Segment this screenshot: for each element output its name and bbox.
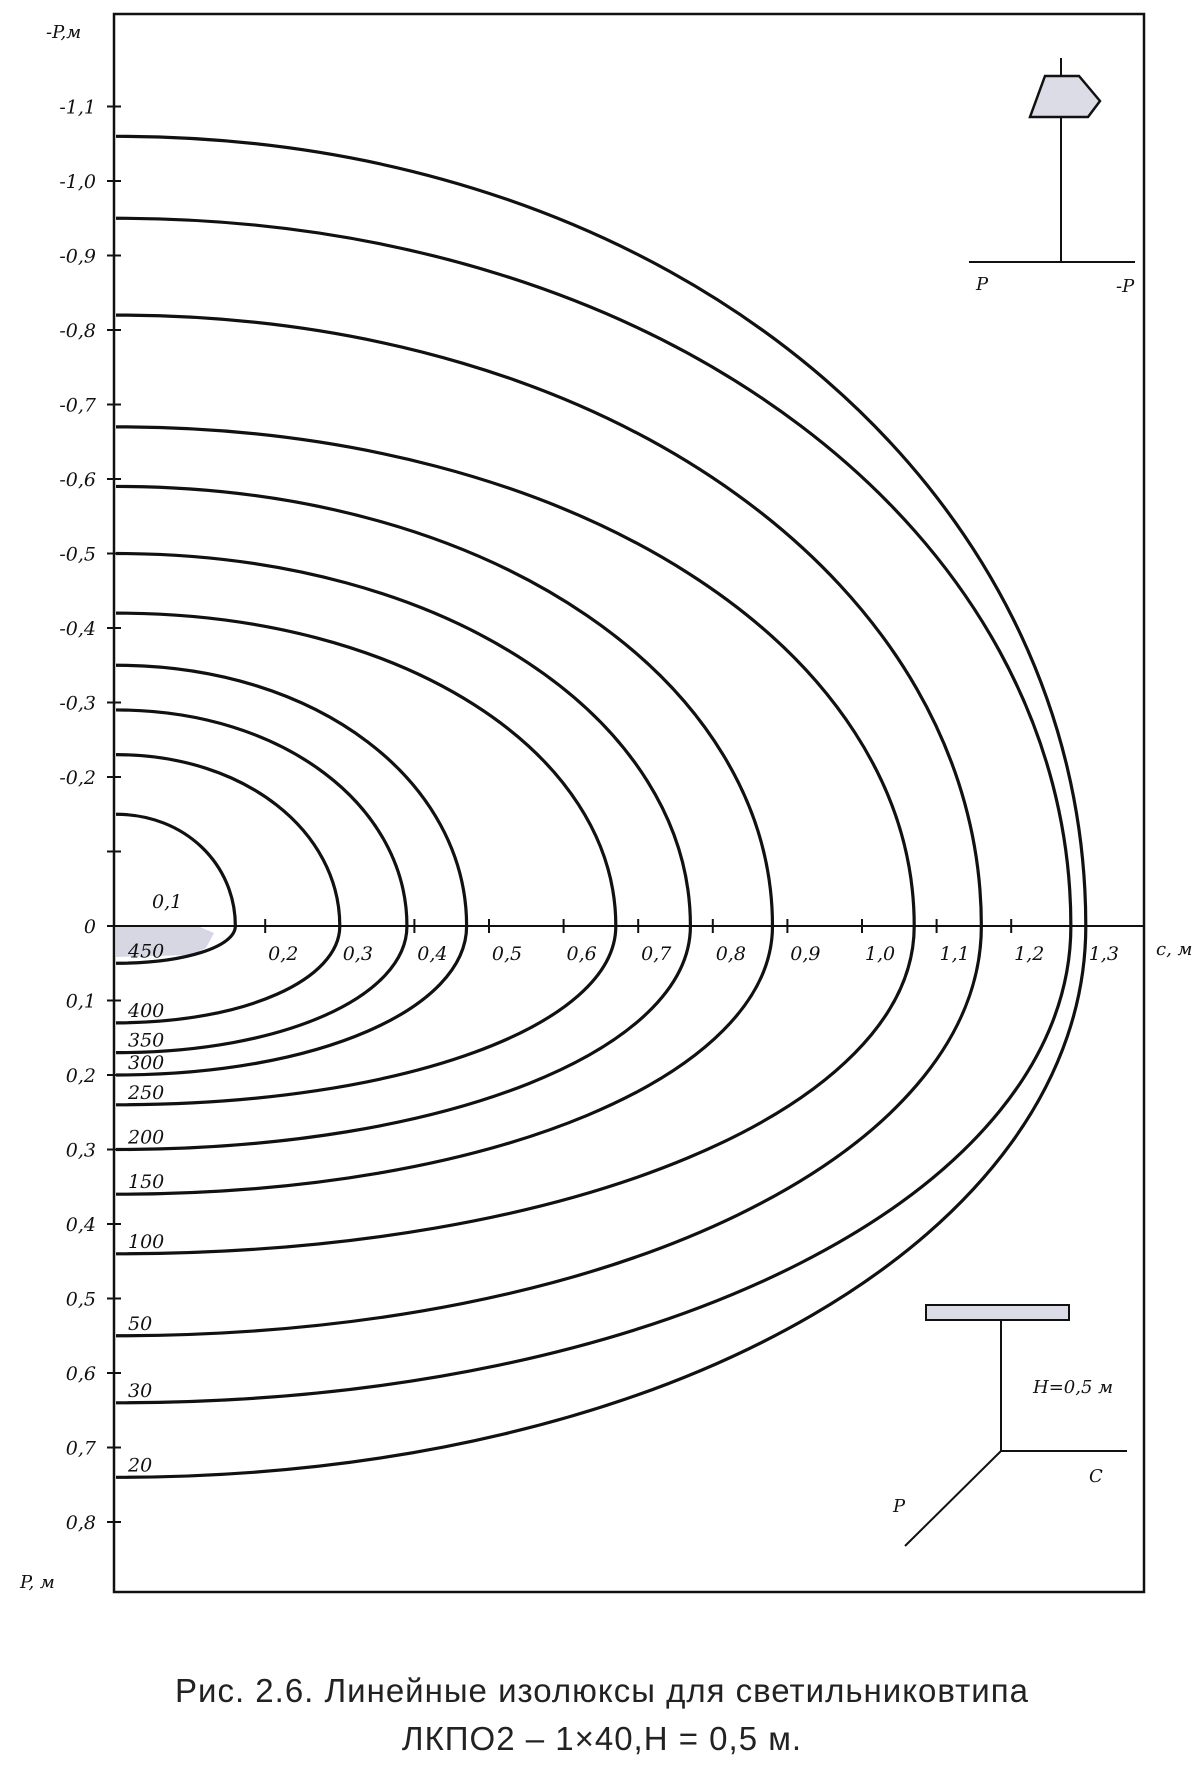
isolux-curve-300 [116, 665, 467, 1075]
x-tick-label: 1,0 [864, 943, 896, 965]
y-tick-label: -0,6 [59, 469, 96, 491]
c-direction-label: C [1089, 1466, 1103, 1487]
y-ticks [59, 97, 121, 1535]
y-tick-label: -0,8 [59, 320, 96, 342]
p-direction-label: P [893, 1496, 906, 1517]
x-tick-label: 1,2 [1014, 943, 1045, 965]
x-tick-label: 1,3 [1088, 943, 1119, 965]
isolux-curve-200 [116, 554, 690, 1150]
y-tick-label: 0,4 [65, 1214, 96, 1236]
x-tick-label: 0,9 [790, 943, 821, 965]
inset-neg-p-label: -P [1116, 276, 1135, 297]
y-tick-label: 0,1 [65, 990, 96, 1013]
caption-line-1: Рис. 2.6. Линейные изолюксы для светильниковтипа [175, 1672, 1029, 1709]
inset-p-label: P [976, 274, 989, 295]
y-tick-label: -0,9 [59, 245, 96, 268]
x-tick-label: 0,3 [342, 943, 373, 965]
y-axis-top-label: -P,м [46, 22, 82, 43]
y-tick-label: 0,7 [65, 1437, 96, 1460]
level-label-350: 350 [128, 1029, 165, 1052]
height-label: H=0,5 м [1033, 1377, 1114, 1398]
x-tick-label: 0,2 [268, 943, 299, 965]
luminaire-profile-inset [969, 58, 1135, 297]
isolux-curve-20 [116, 136, 1086, 1477]
level-label-150: 150 [128, 1171, 165, 1194]
x-tick-label: 1,1 [939, 943, 970, 965]
y-tick-label: -1,1 [59, 96, 96, 119]
x-tick-label: 0,4 [417, 943, 448, 965]
y-tick-label: -0,4 [59, 618, 96, 640]
y-tick-label: 0 [83, 916, 96, 938]
level-label-300: 300 [128, 1052, 165, 1074]
y-tick-label: 0,3 [65, 1139, 96, 1162]
x-tick-label: 0,7 [641, 943, 672, 965]
level-label-20: 20 [128, 1454, 153, 1477]
y-tick-label: -0,5 [59, 543, 96, 566]
y-tick-label: -0,7 [59, 394, 96, 417]
level-label-30: 30 [128, 1379, 153, 1402]
x-tick-label: 0,6 [566, 943, 597, 965]
y-tick-label: -0,3 [59, 692, 96, 715]
p-direction-line [905, 1451, 1001, 1546]
level-labels [127, 940, 164, 1476]
isolux-curve-30 [116, 218, 1071, 1403]
level-label-450: 450 [128, 940, 165, 963]
x-axis-label: с, м [1156, 939, 1193, 960]
y-axis-bottom-label: P, м [20, 1572, 55, 1593]
mounting-geometry-inset [892, 1305, 1127, 1546]
level-label-250: 250 [128, 1081, 165, 1104]
level-label-200: 200 [128, 1126, 165, 1149]
isolux-curves [116, 136, 1086, 1477]
level-label-400: 400 [128, 999, 165, 1022]
y-tick-label: 0,5 [65, 1288, 96, 1311]
level-label-50: 50 [128, 1312, 153, 1335]
isolux-curve-150 [116, 486, 772, 1194]
x-tick-label: 0,8 [715, 943, 746, 965]
y-tick-label: 0,8 [65, 1512, 96, 1534]
y-tick-label: -0,2 [59, 767, 96, 789]
x-tick-label: 0,5 [491, 943, 523, 965]
caption-line-2: ЛКПО2 – 1×40,Н = 0,5 м. [401, 1720, 803, 1757]
level-label-100: 100 [128, 1230, 165, 1253]
isolux-curve-100 [116, 427, 914, 1254]
luminaire-bar-icon [926, 1305, 1069, 1320]
y-tick-label: 0,6 [65, 1363, 96, 1385]
annotation-0-1: 0,1 [152, 891, 183, 913]
y-tick-label: -1,0 [59, 171, 96, 193]
luminaire-icon [1030, 76, 1100, 117]
y-tick-label: 0,2 [65, 1065, 96, 1087]
